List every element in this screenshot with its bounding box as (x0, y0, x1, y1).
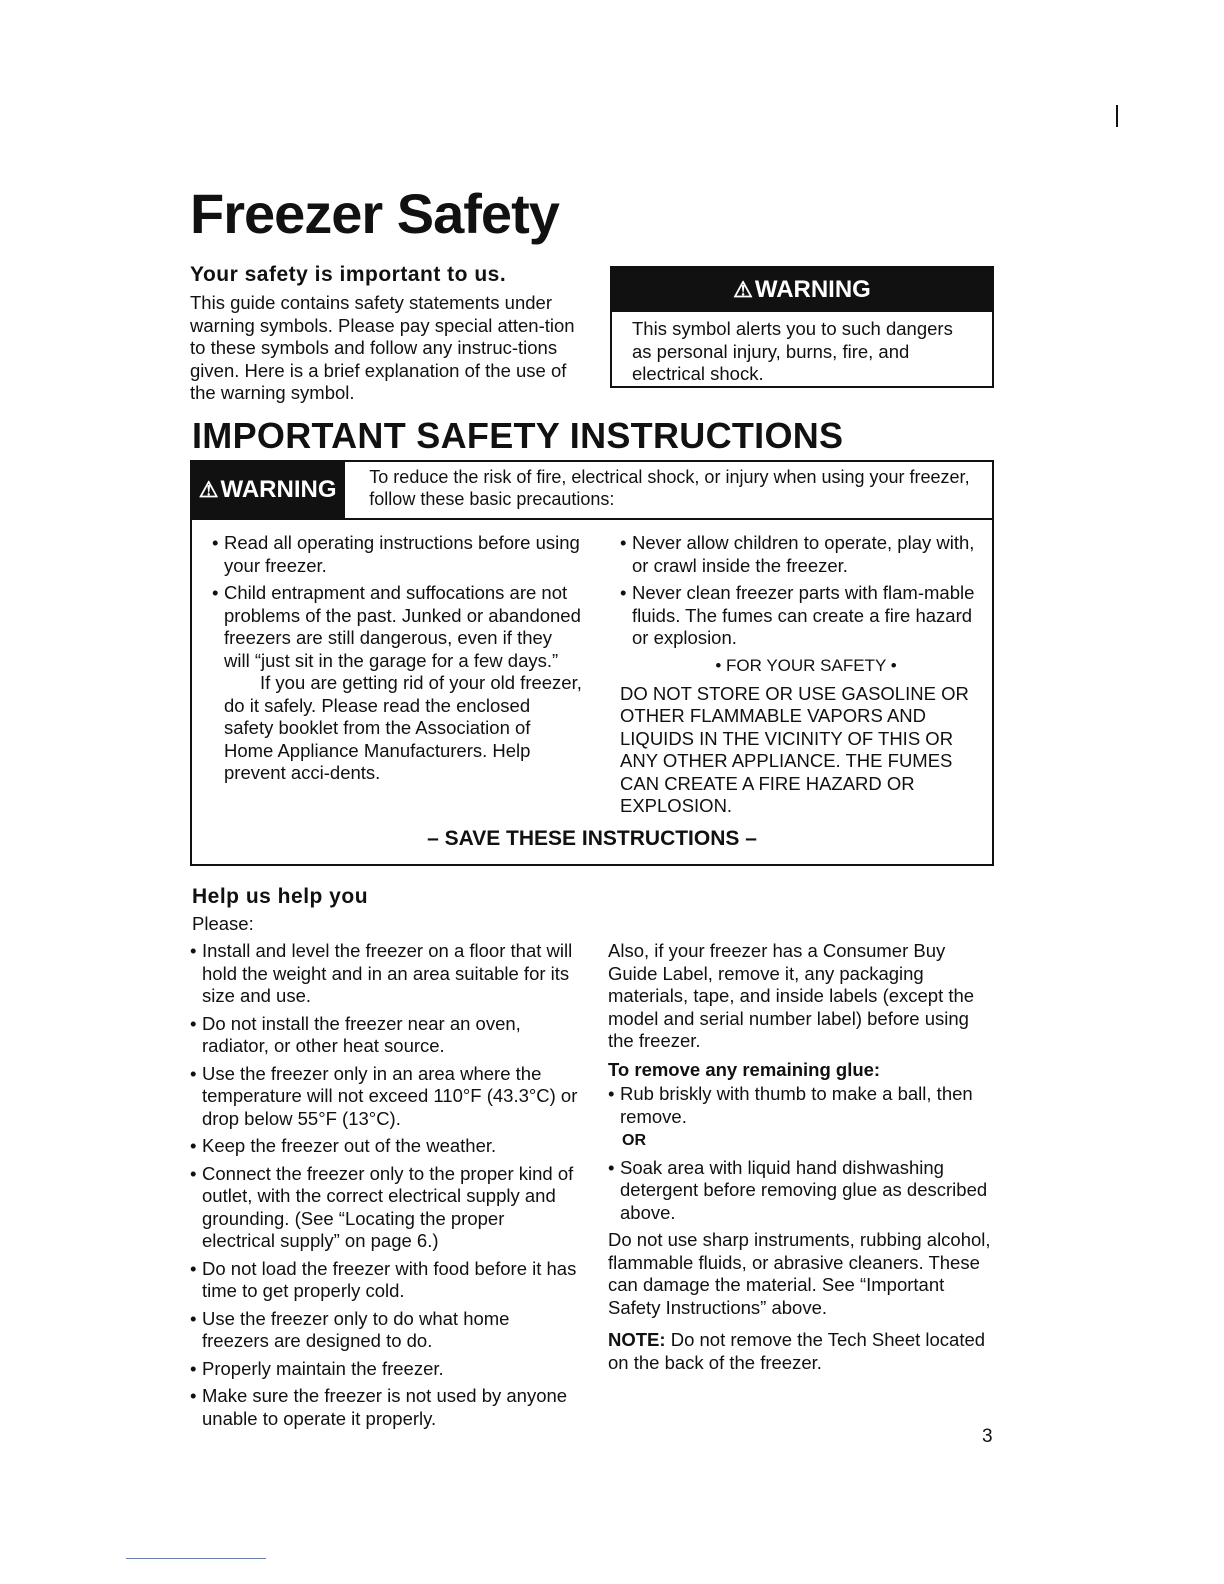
note-label: NOTE: (608, 1329, 666, 1350)
tech-sheet-note (608, 1329, 998, 1374)
bottom-rule (126, 1558, 266, 1559)
list-item: • Install and level the freezer on a floor that will hold the weight and in an area suitable for its size and use. (190, 940, 580, 1008)
list-item: • Do not load the freezer with food before it has time to get properly cold. (190, 1258, 580, 1303)
list-item: • Keep the freezer out of the weather. (190, 1135, 580, 1158)
intro-heading: Your safety is important to us. (190, 263, 507, 286)
important-left-column (212, 532, 582, 785)
list-item: • Rub briskly with thumb to make a ball, then remove. (608, 1083, 998, 1128)
cleaning-warning: Do not use sharp instruments, rubbing alcohol, flammable fluids, or abrasive cleaners. These can damage the material. See “Important Safety Instructions” above. (608, 1229, 991, 1318)
help-left-column (190, 940, 580, 1435)
edge-mark (1116, 105, 1118, 127)
list-item: • Child entrapment and suffocations are not problems of the past. Junked or abandoned freezers are still dangerous, even if they will “just sit in the garage for a few days.” (212, 582, 582, 672)
note-text: Do not remove the Tech Sheet located on the back of the freezer. (608, 1329, 986, 1373)
warning-bar (612, 268, 992, 312)
gasoline-warning: DO NOT STORE OR USE GASOLINE OR OTHER FLAMMABLE VAPORS AND LIQUIDS IN THE VICINITY OF THIS OR ANY OTHER APPLIANCE. THE FUMES CAN CREATE A FIRE HAZARD OR EXPLOSION. (620, 682, 969, 816)
glue-list-2 (608, 1157, 998, 1225)
intro-section (190, 262, 590, 405)
important-safety-header (192, 462, 992, 520)
list-item: • Do not install the freezer near an oven, radiator, or other heat source. (190, 1013, 580, 1058)
list-item: • Connect the freezer only to the proper kind of outlet, with the correct electrical supply and grounding. (See “Locating the proper electrical supply” on page 6.) (190, 1163, 580, 1253)
important-warning-label: WARNING (220, 476, 337, 503)
important-left-list (212, 532, 582, 672)
list-item: • Read all operating instructions before using your freezer. (212, 532, 582, 577)
intro-text: This guide contains safety statements under warning symbols. Please pay special atten-tion to these symbols and follow any instruc-tions given. Here is a brief explanation of the use of the warning symbol. (190, 292, 575, 404)
help-list (190, 940, 580, 1430)
important-right-list (620, 532, 992, 650)
warning-label: WARNING (754, 276, 871, 303)
list-item: • Never allow children to operate, play with, or crawl inside the freezer. (620, 532, 992, 577)
help-right-column (608, 940, 998, 1374)
or-label: OR (622, 1132, 646, 1149)
important-safety-box (190, 460, 994, 866)
save-instructions: – SAVE THESE INSTRUCTIONS – (427, 827, 757, 850)
page-title: Freezer Safety (190, 182, 559, 245)
list-item: • Soak area with liquid hand dishwashing detergent before removing glue as described above. (608, 1157, 998, 1225)
important-intro: To reduce the risk of fire, electrical shock, or injury when using your freezer, follow these basic precautions: (343, 462, 992, 518)
glue-list (608, 1083, 998, 1128)
warning-triangle-icon: ⚠ (733, 277, 753, 302)
list-item: • Never clean freezer parts with flam-mable fluids. The fumes can create a fire hazard or explosion. (620, 582, 992, 650)
warning-box (610, 266, 994, 388)
list-item: • Properly maintain the freezer. (190, 1358, 580, 1381)
warning-triangle-icon: ⚠ (198, 477, 219, 502)
important-right-column (620, 532, 992, 818)
disposal-paragraph: If you are getting rid of your old freezer, do it safely. Please read the enclosed safety booklet from the Association of Home Appliance Manufacturers. Help prevent acci-dents. (224, 672, 582, 783)
important-safety-title: IMPORTANT SAFETY INSTRUCTIONS (192, 415, 844, 456)
for-your-safety-caption: • FOR YOUR SAFETY • (715, 655, 897, 675)
list-item: • Make sure the freezer is not used by anyone unable to operate it properly. (190, 1385, 580, 1430)
label-removal-text: Also, if your freezer has a Consumer Buy Guide Label, remove it, any packaging materials, tape, and inside labels (except the model and serial number label) before using the freezer. (608, 940, 975, 1051)
help-heading: Help us help you (192, 885, 369, 908)
important-warning-badge (192, 462, 343, 518)
list-item: • Use the freezer only to do what home freezers are designed to do. (190, 1308, 580, 1353)
help-please: Please: (192, 913, 254, 934)
page-number: 3 (982, 1426, 993, 1447)
warning-text: This symbol alerts you to such dangers as personal injury, burns, fire, and electrical shock. (632, 318, 953, 384)
list-item: • Use the freezer only in an area where the temperature will not exceed 110°F (43.3°C) or drop below 55°F (13°C). (190, 1063, 580, 1131)
glue-heading: To remove any remaining glue: (608, 1058, 881, 1080)
